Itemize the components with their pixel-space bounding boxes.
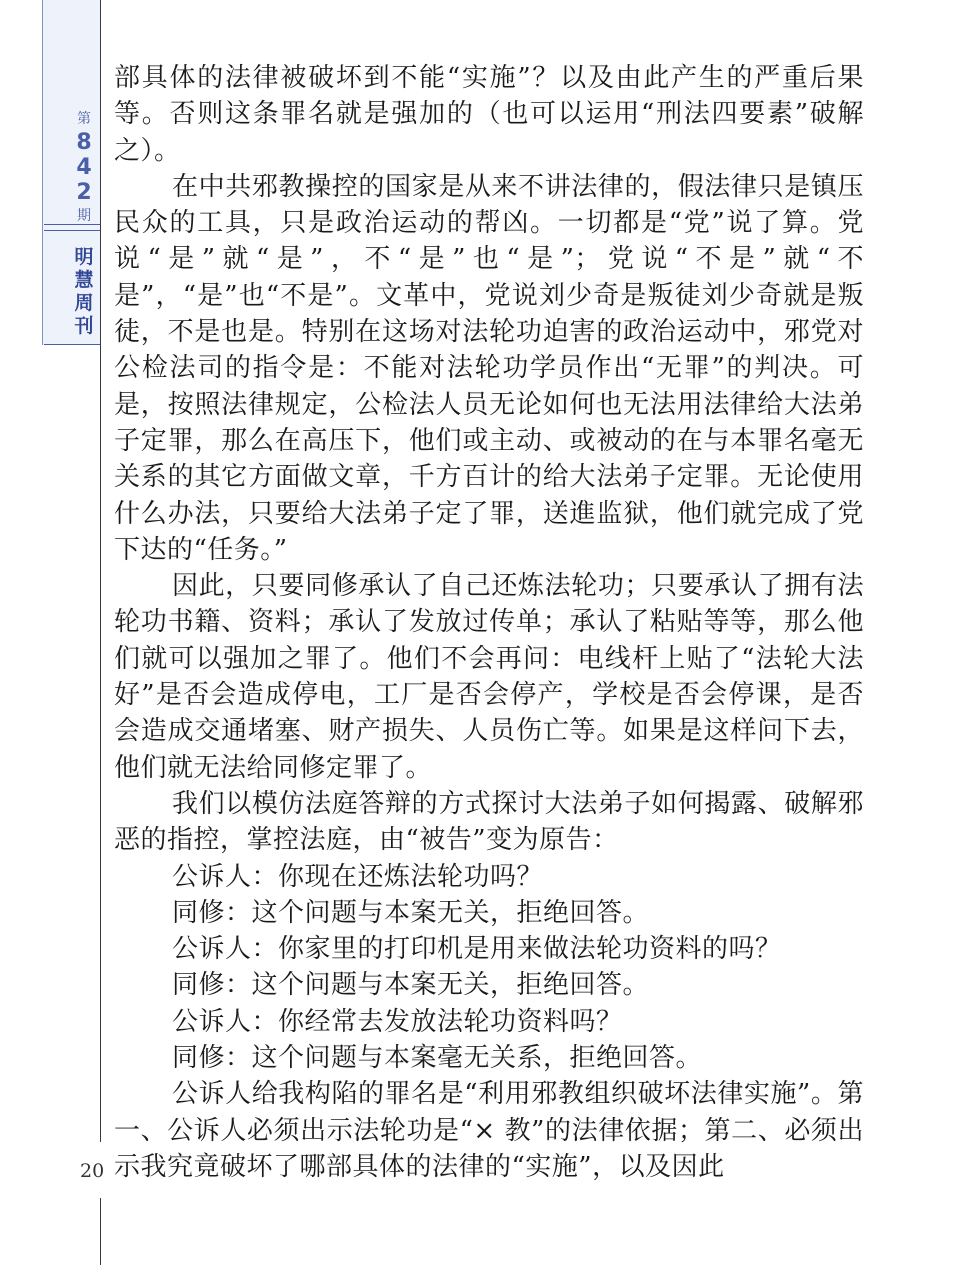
dialogue-line: 同修：这个问题与本案毫无关系，拒绝回答。	[172, 1043, 703, 1074]
issue-prefix: 第	[77, 111, 91, 127]
paragraph: 部具体的法律被破坏到不能“实施”？以及由此产生的严重后果等。否则这条罪名就是强加的（也可以运用“刑法四要素”破解之）。	[114, 63, 864, 166]
issue-digit: 4	[76, 155, 92, 180]
issue-digit: 2	[76, 180, 92, 205]
dialogue-line: 公诉人：你现在还炼法轮功吗？	[172, 861, 544, 892]
paragraph: 我们以模仿法庭答辩的方式探讨大法弟子如何揭露、破解邪恶的指控，掌控法庭，由“被告”变为原告：	[114, 788, 864, 856]
divider	[44, 344, 100, 345]
issue-digit: 8	[76, 130, 92, 155]
magazine-title-char: 明	[74, 246, 94, 268]
divider	[44, 230, 100, 231]
page-margin-line	[100, 0, 101, 1265]
magazine-title-char: 刊	[74, 315, 94, 337]
dialogue-line: 公诉人：你经常去发放法轮功资料吗？	[172, 1006, 623, 1037]
article-body	[114, 60, 864, 1185]
divider	[44, 224, 100, 225]
page-number: 20	[80, 1160, 105, 1182]
paragraph: 在中共邪教操控的国家是从来不讲法律的，假法律只是镇压民众的工具，只是政治运动的帮凶。一切都是“党”说了算。党说“是”就“是”，不“是”也“是”；党说“不是”就“不是”，“是”也“不是”。文革中，党说刘少奇是叛徒刘少奇就是叛徒，不是也是。特别在这场对法轮功迫害的政治运动中，邪党对公检法司的指令是：不能对法轮功学员作出“无罪”的判决。可是，按照法律规定，公检法人员无论如何也无法用法律给大法弟子定罪，那么在高压下，他们或主动、或被动的在与本罪名毫无关系的其它方面做文章，千方百计的给大法弟子定罪。无论使用什么办法，只要给大法弟子定了罪，送進监狱，他们就完成了党下达的“任务。”	[114, 171, 864, 565]
sidebar	[0, 0, 100, 1265]
paragraph: 公诉人给我构陷的罪名是“利用邪教组织破坏法律实施”。第一、公诉人必须出示法轮功是“× 教”的法律依据；第二、必须出示我究竟破坏了哪部具体的法律的“实施”，以及因此	[114, 1079, 864, 1182]
magazine-title-char: 周	[74, 292, 94, 314]
issue-suffix: 期	[77, 208, 91, 224]
dialogue-line: 同修：这个问题与本案无关，拒绝回答。	[172, 970, 650, 1001]
magazine-title-char: 慧	[74, 269, 94, 291]
paragraph: 因此，只要同修承认了自己还炼法轮功；只要承认了拥有法轮功书籍、资料；承认了发放过传单；承认了粘贴等等，那么他们就可以强加之罪了。他们不会再问：电线杆上贴了“法轮大法好”是否会造成停电，工厂是否会停产，学校是否会停课，是否会造成交通堵塞、财产损失、人员伤亡等。如果是这样问下去，他们就无法给同修定罪了。	[114, 571, 864, 783]
dialogue-line: 同修：这个问题与本案无关，拒绝回答。	[172, 897, 650, 928]
dialogue-line: 公诉人：你家里的打印机是用来做法轮功资料的吗？	[172, 934, 782, 965]
